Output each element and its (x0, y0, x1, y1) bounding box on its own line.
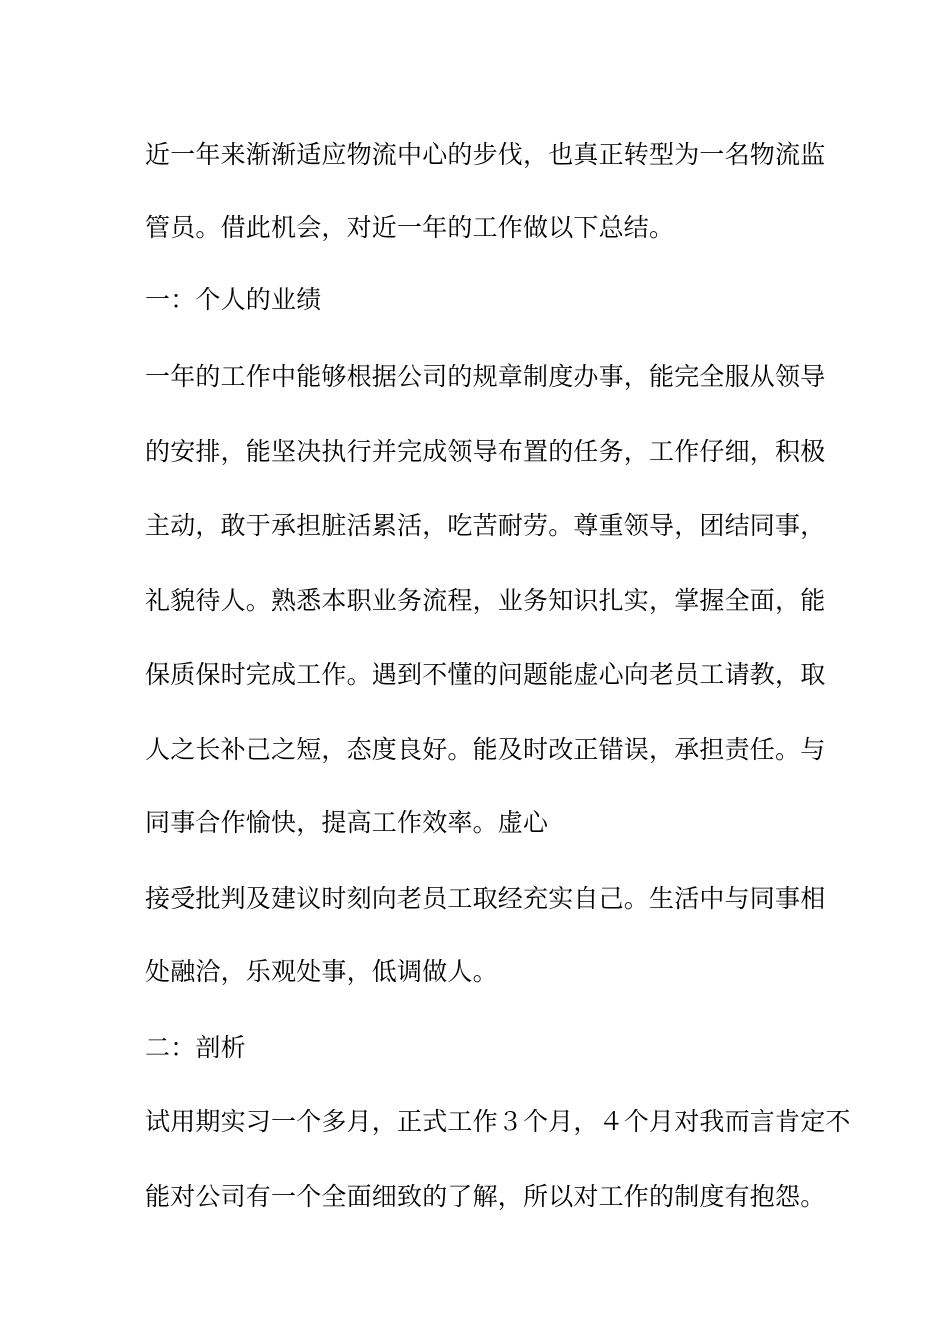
section-heading-2: 二：剖析 (145, 1033, 246, 1062)
text-line: 人之长补己之短，态度良好。能及时改正错误，承担责任。与 (145, 735, 826, 764)
text-line: 的安排，能坚决执行并完成领导布置的任务，工作仔细，积极 (145, 437, 826, 466)
text-line: 保质保时完成工作。遇到不懂的问题能虚心向老员工请教，取 (145, 660, 826, 689)
text-line: 一年的工作中能够根据公司的规章制度办事，能完全服从领导 (145, 362, 826, 391)
text-line: 礼貌待人。熟悉本职业务流程，业务知识扎实，掌握全面，能 (145, 586, 826, 615)
text-line: 试用期实习一个多月，正式工作３个月，４个月对我而言肯定不 (145, 1107, 851, 1136)
section-heading-1: 一：个人的业绩 (145, 285, 322, 314)
text-line: 近一年来渐渐适应物流中心的步伐，也真正转型为一名物流监 (145, 140, 826, 169)
text-line: 同事合作愉快，提高工作效率。虚心 (145, 808, 549, 837)
text-line: 主动，敢于承担脏活累活，吃苦耐劳。尊重领导，团结同事， (145, 511, 826, 540)
text-line: 能对公司有一个全面细致的了解，所以对工作的制度有抱怨。 (145, 1182, 826, 1211)
text-line: 接受批判及建议时刻向老员工取经充实自己。生活中与同事相 (145, 884, 826, 913)
text-line: 管员。借此机会，对近一年的工作做以下总结。 (145, 213, 675, 242)
text-line: 处融洽，乐观处事，低调做人。 (145, 957, 498, 986)
